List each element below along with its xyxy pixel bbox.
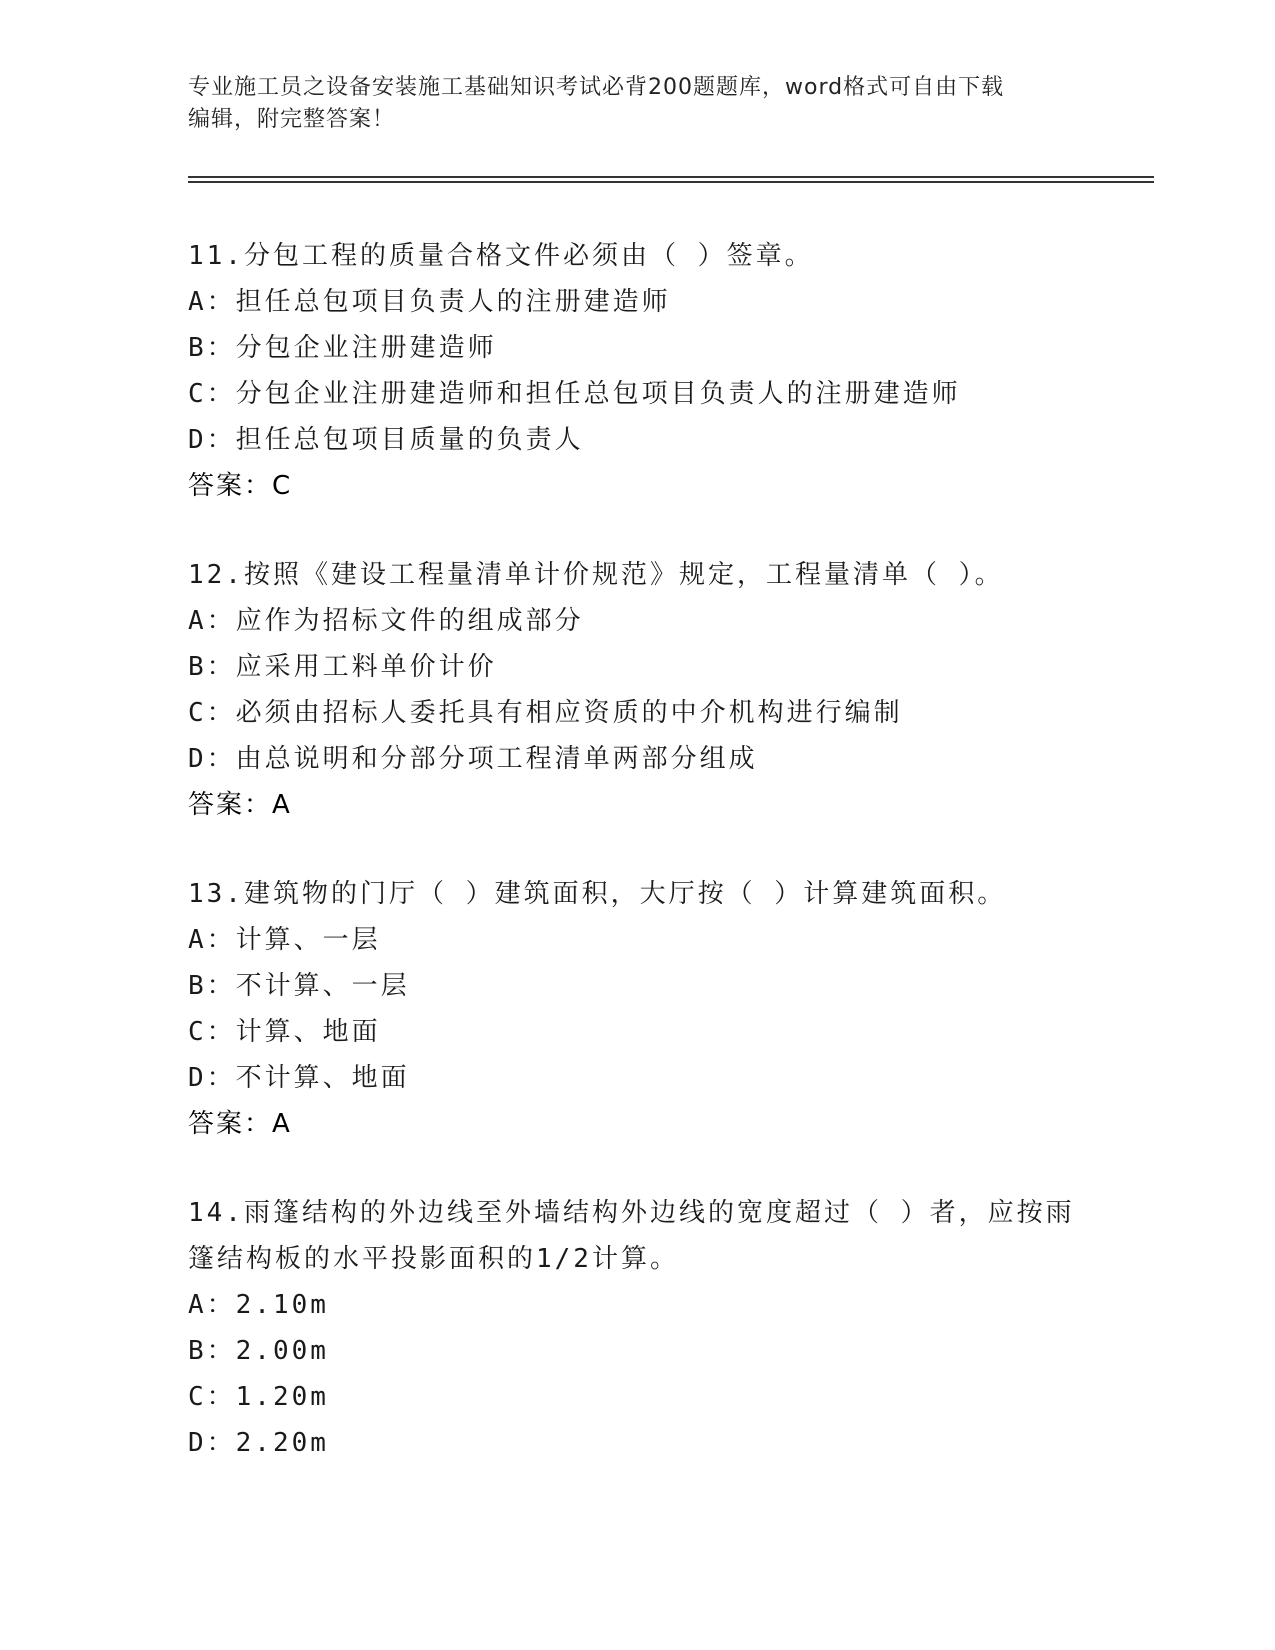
header-divider-top	[188, 176, 1154, 178]
question-12	[188, 552, 1108, 828]
question-stem-line-1: 14.雨篷结构的外边线至外墙结构外边线的宽度超过（ ）者，应按雨	[188, 1198, 1075, 1228]
question-stem: 11.分包工程的质量合格文件必须由（ ）签章。	[188, 241, 814, 271]
answer-line: 答案：C	[188, 471, 293, 501]
header-title-line-2: 编辑，附完整答案！	[188, 107, 396, 132]
option-a: A：2.10m	[188, 1290, 329, 1320]
option-a: A：担任总包项目负责人的注册建造师	[188, 287, 671, 317]
option-d: D：担任总包项目质量的负责人	[188, 425, 584, 455]
answer-line: 答案：A	[188, 1109, 292, 1139]
option-b: B：分包企业注册建造师	[188, 333, 497, 363]
option-a: A：计算、一层	[188, 925, 381, 955]
document-header	[188, 72, 1088, 136]
question-stem: 12.按照《建设工程量清单计价规范》规定，工程量清单（ ）。	[188, 560, 1004, 590]
option-d: D：由总说明和分部分项工程清单两部分组成	[188, 744, 758, 774]
option-c: C：计算、地面	[188, 1017, 381, 1047]
question-stem: 13.建筑物的门厅（ ）建筑面积，大厅按（ ）计算建筑面积。	[188, 879, 1007, 909]
option-a: A：应作为招标文件的组成部分	[188, 606, 584, 636]
question-14	[188, 1190, 1108, 1466]
option-d: D：不计算、地面	[188, 1063, 410, 1093]
header-title-line-1: 专业施工员之设备安装施工基础知识考试必背200题题库，word格式可自由下载	[188, 75, 1005, 100]
question-stem-line-2: 篷结构板的水平投影面积的1/2计算。	[188, 1244, 679, 1274]
option-c: C：分包企业注册建造师和担任总包项目负责人的注册建造师	[188, 379, 961, 409]
header-divider-bottom	[188, 181, 1154, 183]
question-11	[188, 233, 1108, 509]
option-d: D：2.20m	[188, 1428, 329, 1458]
option-b: B：应采用工料单价计价	[188, 652, 497, 682]
option-b: B：2.00m	[188, 1336, 329, 1366]
option-c: C：必须由招标人委托具有相应资质的中介机构进行编制	[188, 698, 903, 728]
option-b: B：不计算、一层	[188, 971, 410, 1001]
option-c: C：1.20m	[188, 1382, 329, 1412]
question-13	[188, 871, 1108, 1147]
answer-line: 答案：A	[188, 790, 292, 820]
